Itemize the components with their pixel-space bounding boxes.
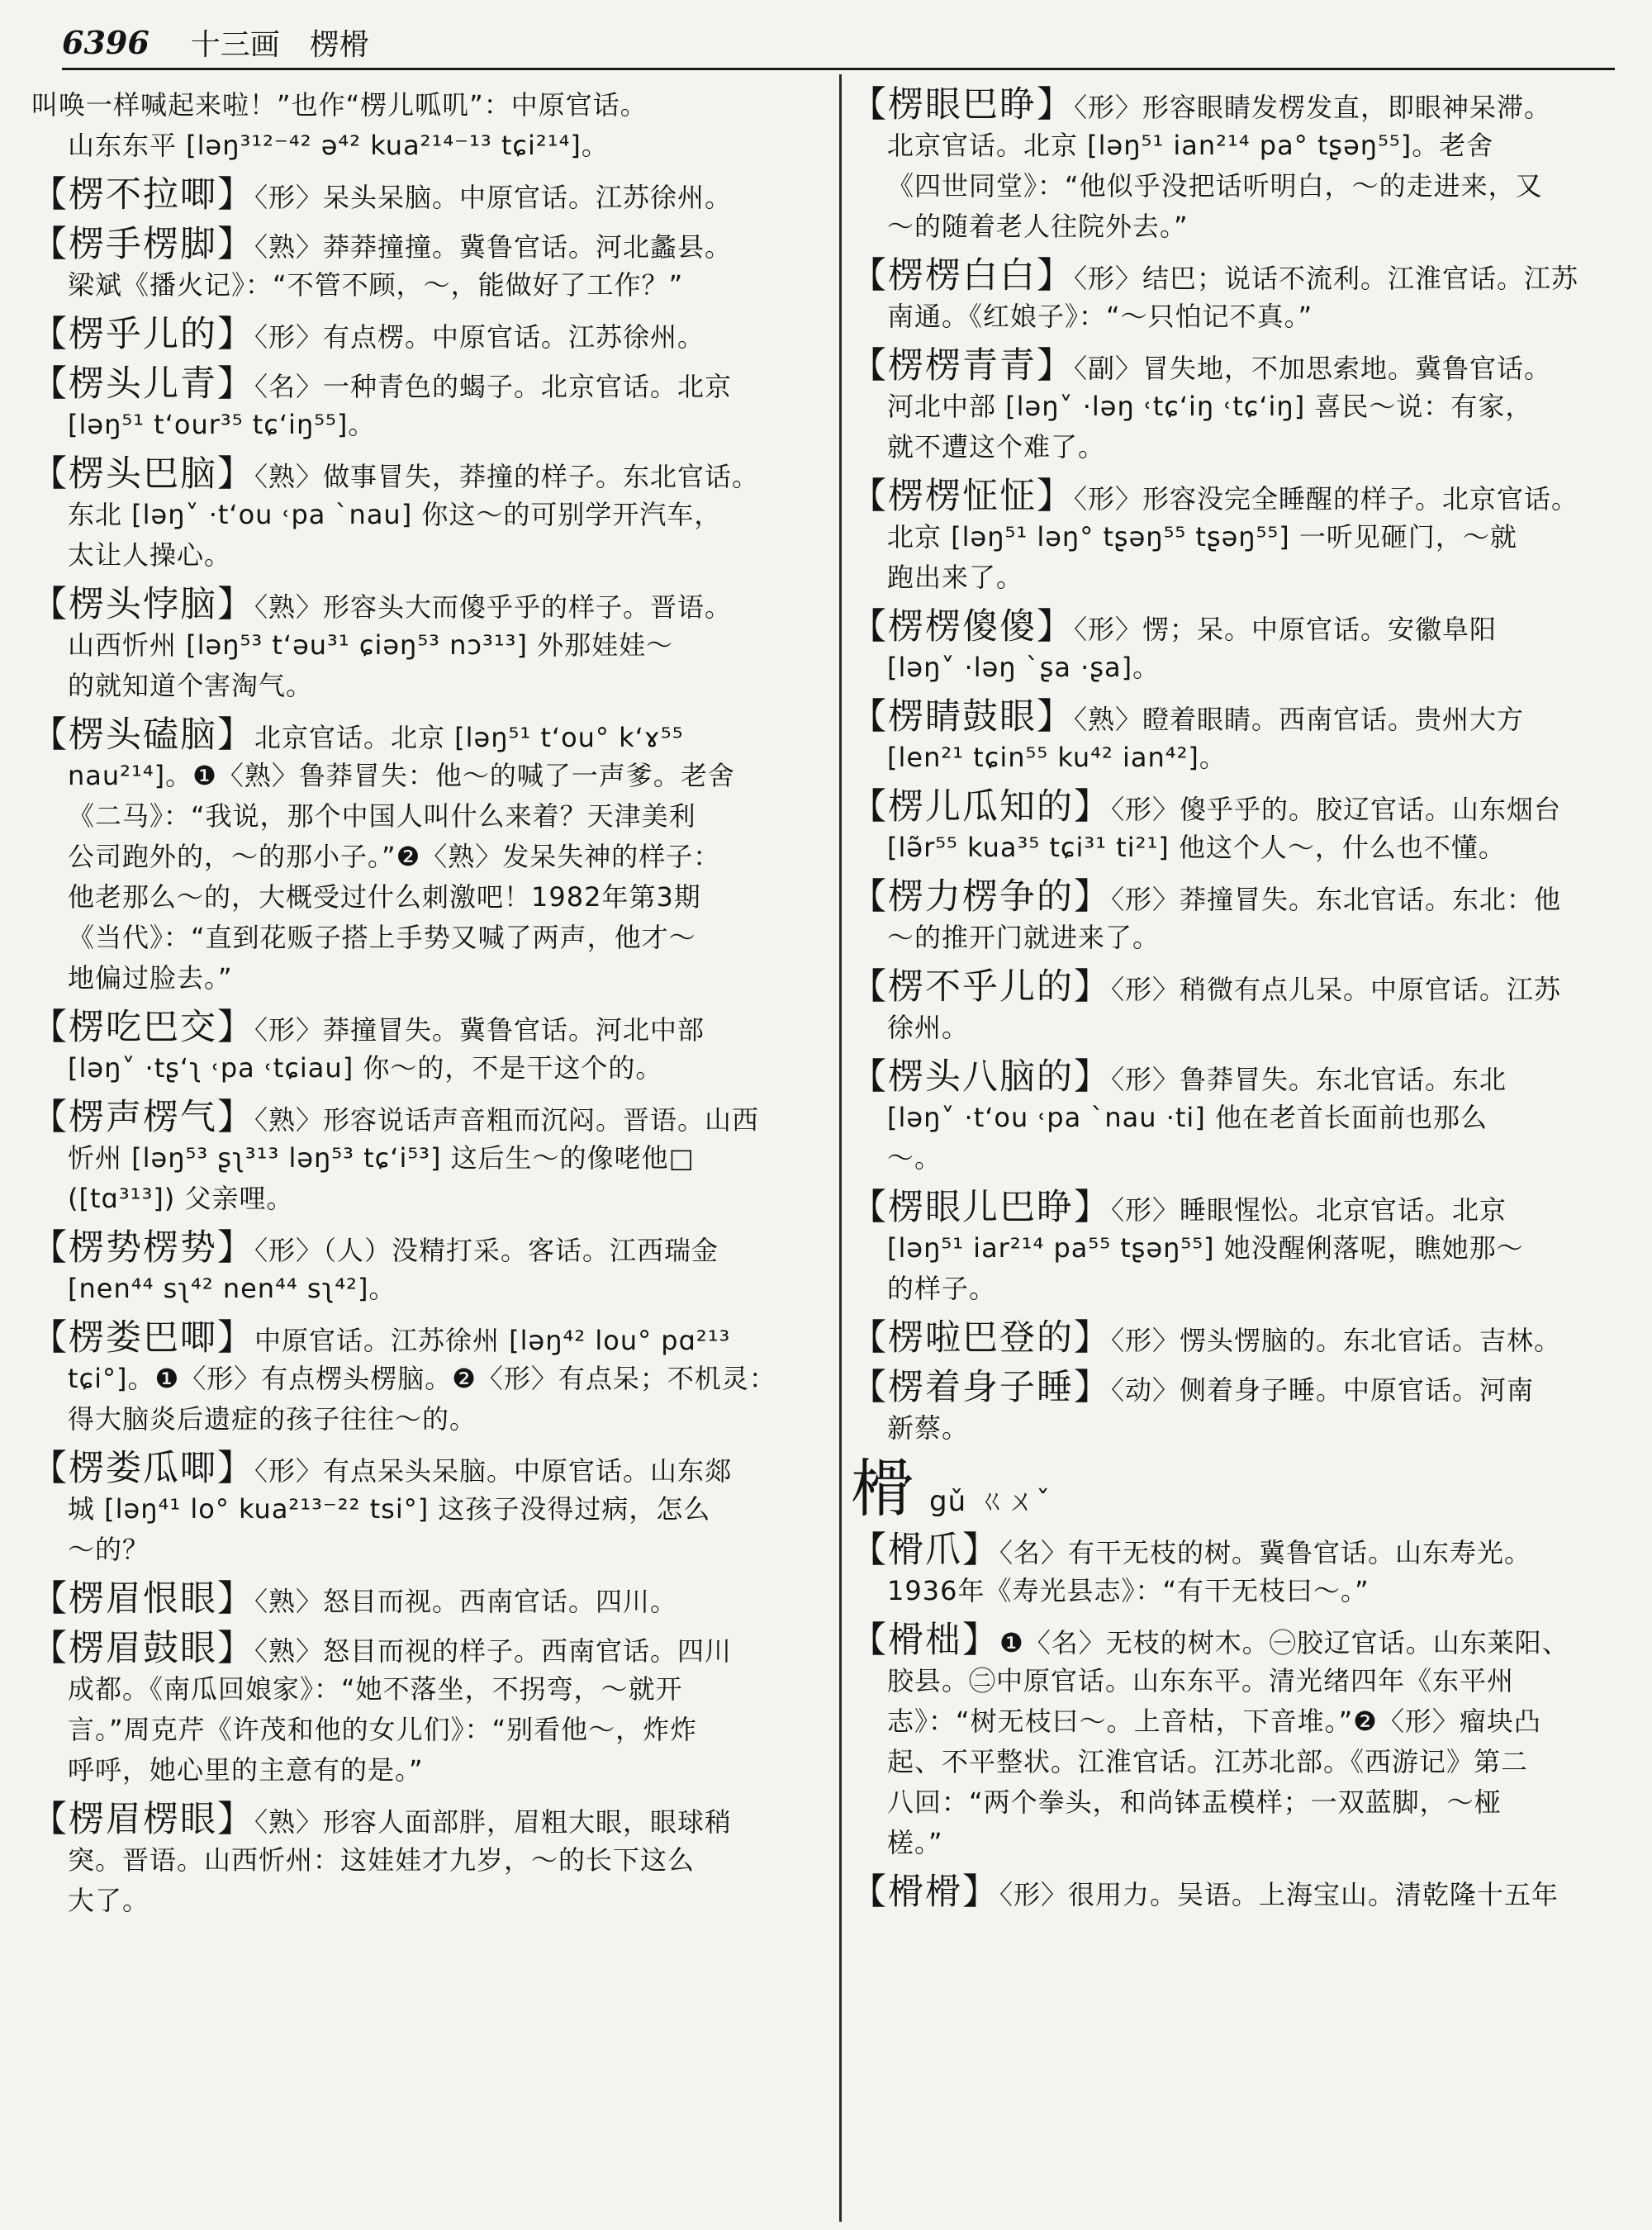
entry-line (851, 1057, 1619, 1098)
entry-line (31, 585, 826, 625)
entry-line (851, 477, 1619, 517)
entry-text: 《二马》：“我说，那个中国人叫什么来着？天津美利 (68, 800, 696, 832)
dictionary-entry (31, 175, 826, 216)
dictionary-entry (851, 346, 1619, 467)
entry-line (31, 315, 826, 355)
entry-text: 山西忻州 [ləŋ⁵³ t‘əu³¹ ɕiəŋ⁵³ nɔ³¹³] 外那娃娃～ (68, 629, 674, 661)
entry-headword: 【楞声楞气】 (31, 1098, 254, 1138)
entry-text: 〈形〉愣头愣脑的。东北官话。吉林。 (1111, 1325, 1562, 1356)
entry-headword: 【楞儿瓜知的】 (851, 787, 1111, 828)
entry-text: [ləŋ˅ ·t‘ou ˓pa ˋnau ·ti] 他在老首长面前也那么 (887, 1102, 1488, 1133)
entry-text: nau²¹⁴]。❶〈熟〉鲁莽冒失：他～的喊了一声爹。老舍 (68, 760, 735, 791)
entry-text: [ləŋ⁵¹ iar²¹⁴ pa⁵⁵ tʂəŋ⁵⁵] 她没醒俐落呢，瞧她那～ (887, 1232, 1524, 1264)
entry-headword: 【楞乎儿的】 (31, 315, 254, 355)
dictionary-entry (31, 1800, 826, 1921)
entry-text: 《当代》：“直到花贩子搭上手势又喊了两声，他才～ (68, 922, 696, 953)
entry-line (31, 1489, 826, 1530)
entry-text: 〈形〉莽撞冒失。东北官话。东北：他 (1111, 884, 1562, 915)
dictionary-entry (851, 607, 1619, 688)
entry-line (851, 787, 1619, 828)
head-character-block (851, 1457, 1619, 1521)
entry-text: 徐州。 (887, 1012, 970, 1043)
entry-text: 〈形〉有点楞。中原官话。江苏徐州。 (254, 321, 705, 353)
entry-line (851, 1872, 1619, 1913)
entry-headword: 【榾爪】 (851, 1530, 999, 1571)
entry-line (851, 1318, 1619, 1359)
entry-line (851, 346, 1619, 387)
entry-line (31, 1629, 826, 1669)
entry-text: 呼呼，她心里的主意有的是。” (68, 1754, 424, 1786)
entry-line (31, 1228, 826, 1269)
entry-text: 北京官话。北京 [ləŋ⁵¹ t‘ou° k‘ɤ⁵⁵ (254, 722, 684, 753)
entry-line (851, 1782, 1619, 1823)
entry-line (31, 1359, 826, 1399)
column-divider (839, 74, 842, 2222)
entry-text: 〈熟〉形容说话声音粗而沉闷。晋语。山西 (254, 1104, 760, 1136)
entry-text: 八回：“两个拳头，和尚钵盂模样；一双蓝脚，～桠 (887, 1786, 1502, 1818)
entry-text: 〈熟〉怒目而视。西南官话。四川。 (254, 1586, 678, 1617)
entry-headword: 【楞眼巴睁】 (851, 85, 1074, 126)
entry-text: 〈熟〉形容头大而傻乎乎的样子。晋语。 (254, 591, 733, 623)
entry-headword: 【楞吃巴交】 (31, 1008, 254, 1048)
entry-text: 起、不平整状。江淮官话。江苏北部。《西游记》第二 (887, 1746, 1529, 1777)
entry-line (31, 1669, 826, 1710)
entry-line (851, 1701, 1619, 1742)
dictionary-entry (851, 877, 1619, 958)
entry-line (851, 697, 1619, 738)
entry-line (31, 175, 826, 216)
entry-text: 胶县。㊁中原官话。山东东平。清光绪四年《东平州 (887, 1665, 1515, 1696)
entry-text: 〈形〉鲁莽冒失。东北官话。东北 (1111, 1064, 1507, 1095)
entry-headword: 【楞头八脑的】 (851, 1057, 1111, 1098)
dictionary-entry (851, 697, 1619, 778)
entry-line (851, 1408, 1619, 1449)
left-column (31, 76, 826, 1921)
entry-text: 突。晋语。山西忻州：这娃娃才九岁，～的长下这么 (68, 1844, 695, 1876)
entry-text: 〈形〉愣；呆。中原官话。安徽阜阳 (1074, 614, 1498, 645)
entry-text: 他老那么～的，大概受过什么刺激吧！1982年第3期 (68, 881, 701, 913)
entry-line (31, 1710, 826, 1750)
entry-line (851, 1269, 1619, 1309)
dictionary-entry (31, 1449, 826, 1570)
entry-line (31, 1269, 826, 1309)
entry-text: 的就知道个害淘气。 (68, 670, 314, 701)
entry-headword: 【楞啦巴登的】 (851, 1318, 1111, 1359)
entry-line (31, 625, 826, 666)
entry-line (851, 607, 1619, 648)
entry-headword: 【楞头悖脑】 (31, 585, 254, 625)
entry-text: 〈形〉结巴；说话不流利。江淮官话。江苏 (1074, 263, 1579, 294)
head-character: 榾 (851, 1457, 914, 1521)
entry-text: 大了。 (68, 1885, 150, 1916)
entry-line (31, 1318, 826, 1359)
entry-text: 〈形〉很用力。吴语。上海宝山。清乾隆十五年 (999, 1879, 1559, 1910)
entry-line (851, 517, 1619, 558)
entry-text: 〈形〉呆头呆脑。中原官话。江苏徐州。 (254, 182, 733, 213)
entry-text: 〈形〉莽撞冒失。冀鲁官话。河北中部 (254, 1014, 705, 1046)
dictionary-entry (851, 1188, 1619, 1309)
dictionary-entry (851, 1872, 1619, 1913)
header-characters: 楞榾 (309, 27, 369, 62)
entry-line (31, 364, 826, 405)
dictionary-entry (31, 85, 826, 166)
entry-line (31, 1179, 826, 1219)
entry-line (31, 1048, 826, 1089)
entry-text: 〈熟〉做事冒失，莽撞的样子。东北官话。 (254, 461, 760, 492)
entry-headword: 【楞力楞争的】 (851, 877, 1111, 918)
entry-text: 公司跑外的，～的那小子。”❷〈熟〉发呆失神的样子： (68, 841, 721, 872)
dictionary-entry (851, 477, 1619, 598)
entry-text: 〈名〉一种青色的蝎子。北京官话。北京 (254, 371, 733, 402)
entry-line (31, 715, 826, 756)
entry-text: 新蔡。 (887, 1412, 970, 1444)
entry-text: ～的？ (68, 1534, 150, 1565)
entry-line (31, 958, 826, 999)
entry-line (851, 1008, 1619, 1048)
dictionary-entry (31, 1098, 826, 1219)
entry-text: 〈形〉睡眼惺忪。北京官话。北京 (1111, 1194, 1507, 1226)
entry-headword: 【楞娄瓜唧】 (31, 1449, 254, 1489)
entry-line (851, 828, 1619, 868)
entry-text: tɕi°]。❶〈形〉有点楞头楞脑。❷〈形〉有点呆；不机灵： (68, 1363, 776, 1394)
entry-line (851, 1098, 1619, 1138)
entry-line (31, 1881, 826, 1921)
dictionary-entry (851, 967, 1619, 1048)
entry-text: 得大脑炎后遗症的孩子往往～的。 (68, 1403, 477, 1435)
entry-headword: 【楞眉楞眼】 (31, 1800, 254, 1840)
entry-text: 〈副〉冒失地，不加思索地。冀鲁官话。 (1074, 353, 1552, 384)
entry-text: 忻州 [ləŋ⁵³ ʂʅ³¹³ ləŋ⁵³ tɕ‘i⁵³] 这后生～的像咾他□ (68, 1142, 695, 1174)
entry-text: 城 [ləŋ⁴¹ lo° kua²¹³⁻²² tsi°] 这孩子没得过病，怎么 (68, 1493, 711, 1525)
entry-text: [ləŋ˅ ·ləŋ ˋʂa ·ʂa]。 (887, 652, 1161, 683)
entry-text: [lə̃r⁵⁵ kua³⁵ tɕi³¹ ti²¹] 他这个人～，什么也不懂。 (887, 832, 1506, 863)
entry-headword: 【楞眉恨眼】 (31, 1579, 254, 1620)
entry-line (851, 206, 1619, 247)
entry-headword: 【楞着身子睡】 (851, 1368, 1111, 1408)
entry-line (851, 918, 1619, 958)
entry-line (31, 1840, 826, 1881)
entry-line (851, 967, 1619, 1008)
entry-line (31, 666, 826, 706)
entry-line (31, 405, 826, 445)
entry-line (851, 877, 1619, 918)
entry-line (31, 756, 826, 796)
entry-text: 1936年《寿光县志》：“有干无枝曰～。” (887, 1575, 1370, 1606)
entry-line (31, 1800, 826, 1840)
entry-text: 跑出来了。 (887, 562, 1024, 593)
entry-line (31, 1098, 826, 1138)
entry-text: 东北 [ləŋ˅ ·t‘ou ˓pa ˋnau] 你这～的可别学开汽车， (68, 499, 722, 530)
entry-line (851, 297, 1619, 337)
entry-text: 〈熟〉形容人面部胖，眉粗大眼，眼球稍 (254, 1806, 733, 1838)
entry-text: 〈动〉侧着身子睡。中原官话。河南 (1111, 1374, 1535, 1406)
stroke-count: 十三画 (190, 27, 280, 62)
entry-headword: 【榾榾】 (851, 1872, 999, 1913)
dictionary-entry (31, 1228, 826, 1309)
entry-line (31, 837, 826, 877)
dictionary-entry (31, 1579, 826, 1620)
entry-line (851, 85, 1619, 126)
dictionary-entry (31, 315, 826, 355)
entry-text: 槎。” (887, 1827, 943, 1858)
entry-text: 叫唤一样喊起来啦！”也作“楞儿呱叽”：中原官话。 (31, 89, 648, 121)
entry-text: 〈形〉傻乎乎的。胶辽官话。山东烟台 (1111, 794, 1562, 825)
dictionary-entry (31, 454, 826, 576)
entry-text: 〈形〉有点呆头呆脑。中原官话。山东郯 (254, 1455, 733, 1487)
dictionary-entry (851, 1368, 1619, 1449)
entry-text: 地偏过脸去。” (68, 962, 233, 994)
entry-line (31, 126, 826, 166)
entry-text: 河北中部 [ləŋ˅ ·ləŋ ˓tɕ‘iŋ ˓tɕ‘iŋ] 喜民～说：有家， (887, 391, 1533, 422)
entry-line (851, 1368, 1619, 1408)
dictionary-entry (31, 1629, 826, 1791)
entry-line (31, 85, 826, 126)
entry-text: 〈熟〉怒目而视的样子。西南官话。四川 (254, 1635, 733, 1667)
entry-text: 〈名〉有干无枝的树。冀鲁官话。山东寿光。 (999, 1537, 1532, 1568)
dictionary-entry (31, 364, 826, 445)
entry-line (851, 1661, 1619, 1701)
entry-text: 梁斌《播火记》：“不管不顾，～，能做好了工作？” (68, 269, 684, 301)
entry-text: 〈形〉稍微有点儿呆。中原官话。江苏 (1111, 974, 1562, 1005)
entry-line (851, 1620, 1619, 1661)
entry-headword: 【楞楞傻傻】 (851, 607, 1074, 648)
entry-headword: 【楞睛鼓眼】 (851, 697, 1074, 738)
entry-text: 〈熟〉莽莽撞撞。冀鲁官话。河北蠡县。 (254, 231, 733, 263)
entry-text: 北京 [ləŋ⁵¹ ləŋ° tʂəŋ⁵⁵ tʂəŋ⁵⁵] 一听见砸门，～就 (887, 521, 1517, 553)
dictionary-entry (851, 1318, 1619, 1359)
entry-line (31, 877, 826, 918)
entry-line (851, 648, 1619, 688)
dictionary-entry (31, 1008, 826, 1089)
entry-line (851, 166, 1619, 206)
entry-line (851, 387, 1619, 427)
entry-text: ～的随着老人往院外去。” (887, 211, 1189, 242)
entry-line (31, 918, 826, 958)
entry-headword: 【楞楞青青】 (851, 346, 1074, 387)
entry-line (31, 1530, 826, 1570)
entry-line (851, 1742, 1619, 1782)
head-character-zhuyin: ㄍㄨˇ (978, 1485, 1051, 1518)
page-number: 6396 (62, 23, 150, 61)
entry-text: 言。”周克芹《许茂和他的女儿们》：“别看他～，炸炸 (68, 1714, 698, 1745)
entry-line (851, 126, 1619, 166)
entry-text: [ləŋ⁵¹ t‘our³⁵ tɕ‘iŋ⁵⁵]。 (68, 409, 376, 440)
entry-line (31, 1750, 826, 1791)
entry-text: 山东东平 [ləŋ³¹²⁻⁴² ə⁴² kua²¹⁴⁻¹³ tɕi²¹⁴]。 (68, 130, 609, 161)
entry-line (31, 225, 826, 265)
entry-text: ❶〈名〉无枝的树木。㊀胶辽官话。山东莱阳、 (999, 1627, 1569, 1658)
entry-text: ([tɑ³¹³]) 父亲哩。 (68, 1183, 294, 1214)
entry-line (31, 1138, 826, 1179)
entry-text: 的样子。 (887, 1273, 997, 1304)
entry-line (851, 1530, 1619, 1571)
entry-line (31, 796, 826, 837)
entry-line (851, 558, 1619, 598)
entry-text: 北京官话。北京 [ləŋ⁵¹ ian²¹⁴ pa° tʂəŋ⁵⁵]。老舍 (887, 130, 1494, 161)
right-column (851, 76, 1619, 1913)
page-header (62, 18, 1615, 66)
entry-text: 〈形〉（人）没精打采。客话。江西瑞金 (254, 1235, 719, 1266)
entry-text: 太让人操心。 (68, 539, 232, 571)
dictionary-entry (31, 715, 826, 999)
entry-line (851, 1823, 1619, 1863)
entry-text: ～的推开门就进来了。 (887, 922, 1161, 953)
dictionary-entry (851, 85, 1619, 247)
entry-line (31, 495, 826, 535)
entry-line (31, 265, 826, 306)
entry-line (31, 454, 826, 495)
entry-headword: 【楞头磕脑】 (31, 715, 254, 756)
entry-text: [ləŋ˅ ·tʂ‘ʅ ˓pa ˓tɕiau] 你～的，不是干这个的。 (68, 1052, 663, 1084)
entry-text: 《四世同堂》：“他似乎没把话听明白，～的走进来，又 (887, 170, 1543, 202)
head-character-pinyin: gǔ (929, 1485, 967, 1518)
dictionary-entry (31, 1318, 826, 1440)
dictionary-entry (851, 256, 1619, 337)
header-rule (62, 68, 1615, 70)
entry-headword: 【楞娄巴唧】 (31, 1318, 254, 1359)
entry-headword: 【楞楞怔怔】 (851, 477, 1074, 517)
dictionary-entry (31, 585, 826, 706)
entry-headword: 【楞头巴脑】 (31, 454, 254, 495)
entry-text: 中原官话。江苏徐州 [ləŋ⁴² lou° pɑ²¹³ (254, 1325, 731, 1356)
dictionary-entry (851, 1530, 1619, 1611)
entry-headword: 【榾柮】 (851, 1620, 999, 1661)
entry-text: 〈熟〉瞪着眼睛。西南官话。贵州大方 (1074, 704, 1525, 735)
entry-line (851, 1188, 1619, 1228)
entry-line (31, 1399, 826, 1440)
entry-headword: 【楞手楞脚】 (31, 225, 254, 265)
entry-line (851, 1228, 1619, 1269)
entry-headword: 【楞眼儿巴睁】 (851, 1188, 1111, 1228)
dictionary-entry (31, 225, 826, 306)
entry-line (851, 256, 1619, 297)
entry-line (31, 1449, 826, 1489)
entry-text: [len²¹ tɕin⁵⁵ ku⁴² ian⁴²]。 (887, 742, 1227, 773)
entry-headword: 【楞楞白白】 (851, 256, 1074, 297)
entry-text: 志》：“树无枝曰～。上音枯，下音堆。”❷〈形〉瘤块凸 (887, 1706, 1541, 1737)
entry-line (31, 1008, 826, 1048)
entry-text: 〈形〉形容没完全睡醒的样子。北京官话。 (1074, 483, 1579, 515)
entry-line (851, 1571, 1619, 1611)
dictionary-entry (851, 1620, 1619, 1863)
entry-text: 南通。《红娘子》：“～只怕记不真。” (887, 301, 1313, 332)
entry-text: 〈形〉形容眼睛发楞发直，即眼神呆滞。 (1074, 92, 1552, 123)
entry-headword: 【楞势楞势】 (31, 1228, 254, 1269)
entry-headword: 【楞不拉唧】 (31, 175, 254, 216)
dictionary-entry (851, 1057, 1619, 1179)
entry-text: ～。 (887, 1142, 942, 1174)
entry-line (851, 738, 1619, 778)
entry-line (851, 427, 1619, 467)
dictionary-entry (851, 787, 1619, 868)
entry-line (31, 1579, 826, 1620)
entry-headword: 【楞不乎儿的】 (851, 967, 1111, 1008)
entry-line (851, 1138, 1619, 1179)
entry-text: 成都。《南瓜回娘家》：“她不落坐，不拐弯，～就开 (68, 1673, 683, 1705)
entry-text: 就不遭这个难了。 (887, 431, 1106, 463)
entry-headword: 【楞眉鼓眼】 (31, 1629, 254, 1669)
entry-line (31, 535, 826, 576)
entry-text: [nen⁴⁴ sʅ⁴² nen⁴⁴ sʅ⁴²]。 (68, 1273, 396, 1304)
entry-headword: 【楞头儿青】 (31, 364, 254, 405)
